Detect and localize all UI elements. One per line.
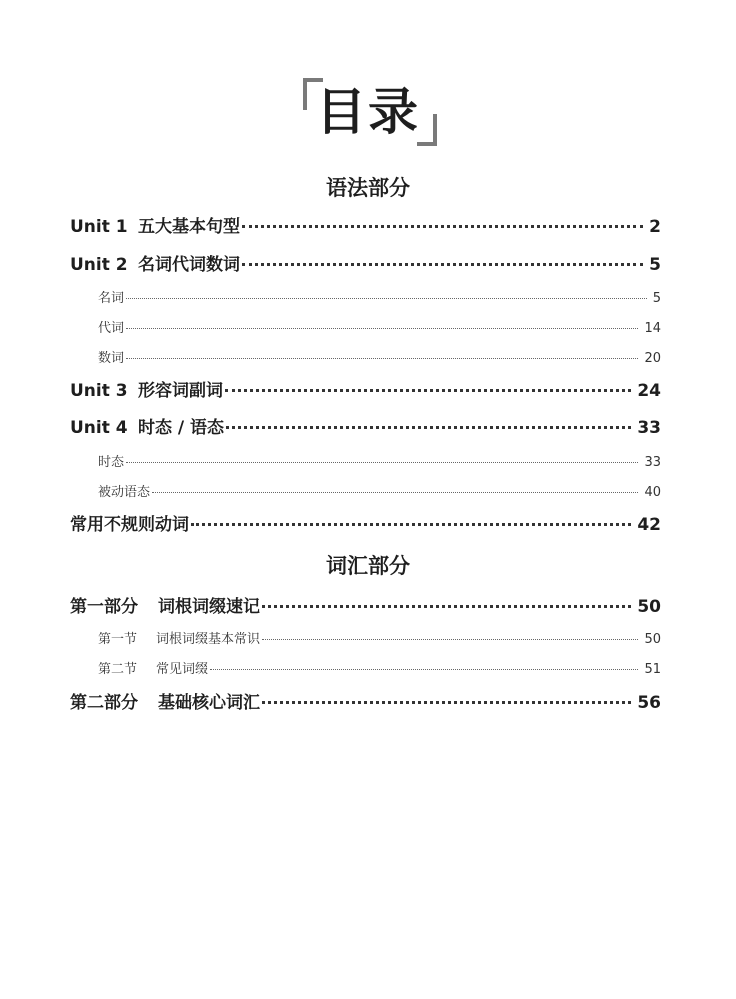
toc-subentry[interactable] [98, 658, 661, 677]
toc-entry[interactable] [70, 688, 661, 713]
dot-leader [226, 426, 631, 429]
toc-entry-label: 时态 / 语态 [138, 418, 225, 438]
toc-entry-unit: Unit 1 [70, 217, 128, 237]
toc-subentry[interactable] [98, 451, 661, 470]
toc-subentry[interactable] [98, 481, 661, 500]
dot-leader [126, 462, 638, 463]
title-bracket-bottom-right [417, 114, 437, 146]
dot-leader [126, 298, 647, 299]
toc-entry-page: 14 [644, 321, 661, 336]
toc-entry-page: 50 [644, 632, 661, 647]
toc-entry-label: 被动语态 [98, 485, 151, 500]
toc-entry-label: 时态 [98, 455, 125, 470]
toc-entry[interactable] [70, 212, 661, 237]
toc-entry-page: 24 [637, 381, 661, 401]
toc-subentry[interactable] [98, 287, 661, 306]
dot-leader [262, 639, 638, 640]
toc-entry-unit: 第二部分 [70, 693, 138, 713]
dot-leader [191, 523, 631, 526]
toc-entry-page: 40 [644, 485, 661, 500]
toc-entry-unit: Unit 2 [70, 255, 128, 275]
toc-entry-label: 名词代词数词 [138, 255, 240, 275]
toc-entry-page: 5 [649, 255, 661, 275]
toc-entry[interactable] [70, 376, 661, 401]
toc-entry-page: 2 [649, 217, 661, 237]
toc-entry-unit: 第一节 [98, 632, 138, 647]
toc-entry-page: 20 [644, 351, 661, 366]
dot-leader [262, 701, 631, 704]
dot-leader [210, 669, 638, 670]
toc-entry-unit: 第二节 [98, 662, 138, 677]
toc-entry-page: 5 [652, 291, 661, 306]
toc-entry-label: 词根词缀基本常识 [156, 632, 261, 647]
toc-entry-label: 常用不规则动词 [70, 515, 189, 535]
toc-entry-label: 五大基本句型 [138, 217, 240, 237]
toc-entry-unit: Unit 3 [70, 381, 128, 401]
toc-entry-label: 基础核心词汇 [158, 693, 260, 713]
toc-entry-label: 常见词缀 [156, 662, 209, 677]
toc-entry-label: 形容词副词 [138, 381, 223, 401]
toc-entry[interactable] [70, 510, 661, 535]
dot-leader [225, 389, 631, 392]
dot-leader [126, 328, 638, 329]
toc-entry-label: 词根词缀速记 [158, 597, 260, 617]
page-title: 目录 [316, 83, 420, 141]
toc-entry[interactable] [70, 250, 661, 275]
dot-leader [262, 605, 631, 608]
toc-entry[interactable] [70, 592, 661, 617]
toc-subentry[interactable] [98, 628, 661, 647]
dot-leader [126, 358, 638, 359]
toc-entry-unit: 第一部分 [70, 597, 138, 617]
toc-entry-page: 51 [644, 662, 661, 677]
toc-entry-label: 数词 [98, 351, 125, 366]
toc-entry-label: 代词 [98, 321, 125, 336]
toc-subentry[interactable] [98, 347, 661, 366]
toc-entry[interactable] [70, 413, 661, 438]
dot-leader [242, 263, 643, 266]
toc-entry-page: 33 [644, 455, 661, 470]
dot-leader [242, 225, 643, 228]
toc-subentry[interactable] [98, 317, 661, 336]
toc-entry-label: 名词 [98, 291, 125, 306]
toc-entry-page: 42 [637, 515, 661, 535]
section-heading-grammar: 语法部分 [326, 176, 410, 200]
toc-entry-page: 33 [637, 418, 661, 438]
toc-entry-unit: Unit 4 [70, 418, 128, 438]
toc-entry-page: 50 [637, 597, 661, 617]
section-heading-vocabulary: 词汇部分 [326, 554, 410, 578]
toc-title-block [0, 70, 736, 150]
toc-entry-page: 56 [637, 693, 661, 713]
dot-leader [152, 492, 638, 493]
